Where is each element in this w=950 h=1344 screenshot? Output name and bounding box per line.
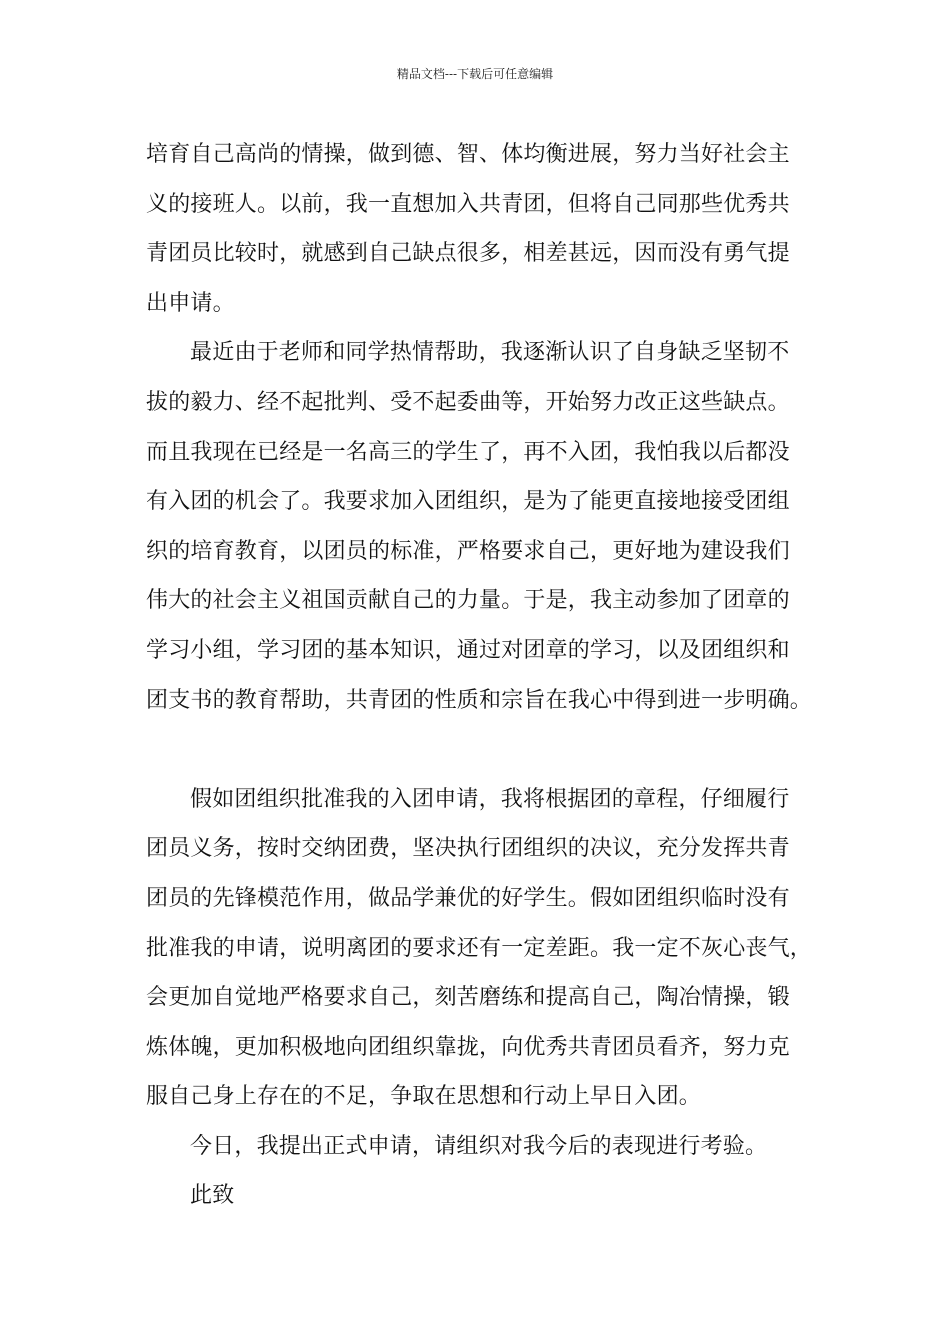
text-line: 拔的毅力、经不起批判、受不起委曲等，开始努力改正这些缺点。	[146, 389, 790, 415]
text-line: 团员义务，按时交纳团费，坚决执行团组织的决议，充分发挥共青	[146, 836, 790, 862]
paragraph-gap	[146, 725, 826, 775]
text-line: 会更加自觉地严格要求自己，刻苦磨练和提高自己，陶冶情操，锻	[146, 985, 790, 1011]
text-line: 织的培育教育，以团员的标准，严格要求自己，更好地为建设我们	[146, 538, 790, 564]
closing-salutation: 此致	[190, 1183, 235, 1209]
text-line: 团支书的教育帮助，共青团的性质和宗旨在我心中得到进一步明确。	[146, 687, 813, 713]
text-line: 炼体魄，更加积极地向团组织靠拢，向优秀共青团员看齐，努力克	[146, 1034, 790, 1060]
text-line: 义的接班人。以前，我一直想加入共青团，但将自己同那些优秀共	[146, 191, 790, 217]
text-line: 培育自己高尚的情操，做到德、智、体均衡进展，努力当好社会主	[146, 142, 790, 167]
text-line: 服自己身上存在的不足，争取在思想和行动上早日入团。	[146, 1084, 702, 1110]
text-line: 团员的先锋模范作用，做品学兼优的好学生。假如团组织临时没有	[146, 885, 790, 911]
paragraph-first-line: 今日，我提出正式申请，请组织对我今后的表现进行考验。	[190, 1133, 768, 1159]
text-line: 批准我的申请，说明离团的要求还有一定差距。我一定不灰心丧气，	[146, 935, 813, 961]
paragraph-first-line: 假如团组织批准我的入团申请，我将根据团的章程，仔细履行	[190, 786, 790, 812]
text-line: 伟大的社会主义祖国贡献自己的力量。于是，我主动参加了团章的	[146, 588, 790, 614]
text-line: 而且我现在已经是一名高三的学生了，再不入团，我怕我以后都没	[146, 439, 790, 465]
document-body	[146, 130, 826, 1221]
text-line: 出申请。	[146, 290, 235, 316]
page-header: 精品文档---下载后可任意编辑	[396, 67, 554, 81]
text-line: 学习小组，学习团的基本知识，通过对团章的学习，以及团组织和	[146, 637, 790, 663]
text-line: 有入团的机会了。我要求加入团组织，是为了能更直接地接受团组	[146, 489, 790, 515]
text-line: 青团员比较时，就感到自己缺点很多，相差甚远，因而没有勇气提	[146, 241, 790, 267]
paragraph-first-line: 最近由于老师和同学热情帮助，我逐渐认识了自身缺乏坚韧不	[190, 340, 790, 366]
